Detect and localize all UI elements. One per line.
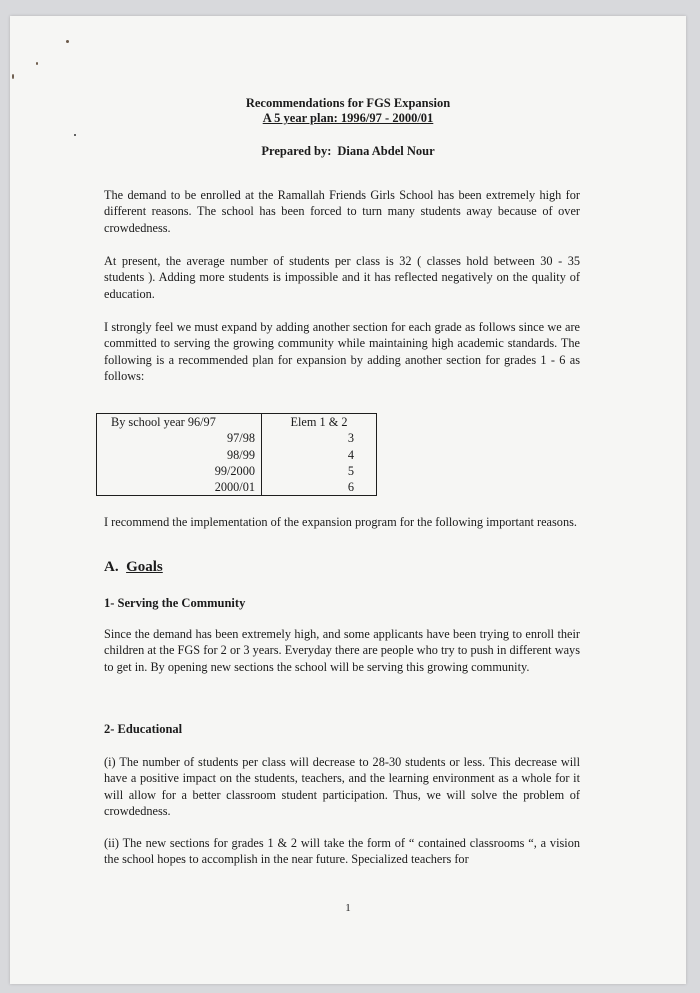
intro-paragraph-expand: I strongly feel we must expand by adding another section for each grade as follows since we are committed to serving the growing community while maintaining high academic standards. The following is a recommended plan for expansion by adding another section for grades 1 - 6 as follows: — [104, 320, 580, 383]
table-cell-grades: 3 — [347, 431, 354, 446]
ink-speck — [36, 62, 38, 65]
prepared-name: Diana Abdel Nour — [337, 144, 435, 158]
section-prefix: A. — [104, 559, 119, 575]
document-title: Recommendations for FGS Expansion — [245, 96, 451, 110]
educational-item-2: (ii) The new sections for grades 1 & 2 will take the form of “ contained classrooms “, a vision the school hopes to accomplish in the near future. Specialized teachers for — [104, 836, 580, 867]
table-cell-year: 98/99 — [97, 447, 262, 463]
table-row — [97, 479, 377, 496]
prepared-by — [10, 144, 686, 159]
section-label: Goals — [126, 559, 163, 575]
table-cell-grades: 5 — [347, 463, 354, 478]
educational-item-1: (i) The number of students per class will decrease to 28-30 students or less. This decrease will have a positive impact on the students, teachers, and the learning environment as a whole for it will allow for a better classroom student participation. Thus, we will solve the problem of crowdedness. — [104, 755, 580, 818]
table-cell-year: By school year 96/97 — [97, 414, 262, 431]
table-cell-grades: 4 — [347, 447, 354, 462]
recommend-paragraph: I recommend the implementation of the expansion program for the following important reasons. — [104, 515, 577, 529]
table-row — [97, 463, 377, 479]
goal-paragraph-community: Since the demand has been extremely high, and some applicants have been trying to enroll their children at the FGS for 2 or 3 years. Everyday there are people who try to push in different ways to get in. By opening new sections the school will be serving this growing community. — [104, 627, 580, 674]
section-heading-goals — [104, 559, 163, 576]
table-row — [97, 447, 377, 463]
intro-paragraph-present: At present, the average number of students per class is 32 ( classes hold between 30 - 35 students ). Adding more students is impossible and it has reflected negatively on the quality of education. — [104, 254, 580, 301]
ink-speck — [74, 134, 76, 136]
ink-speck — [66, 40, 69, 43]
intro-paragraph-demand: The demand to be enrolled at the Ramallah Friends Girls School has been extremely high for different reasons. The school has been forced to turn many students away because of over crowdedness. — [104, 188, 580, 235]
table-cell-year: 99/2000 — [97, 463, 262, 479]
document-subtitle: A 5 year plan: 1996/97 - 2000/01 — [262, 111, 434, 125]
table-cell-grades: 6 — [347, 480, 354, 495]
table-row — [97, 430, 377, 446]
ink-speck — [12, 74, 14, 79]
table-cell-grades: Elem 1 & 2 — [290, 415, 348, 429]
expansion-plan-table — [96, 413, 377, 496]
table-cell-year: 2000/01 — [97, 479, 262, 496]
page-number: 1 — [345, 902, 351, 914]
prepared-label: Prepared by: — [261, 144, 332, 158]
table-cell-year: 97/98 — [97, 430, 262, 446]
table-row — [97, 414, 377, 431]
goal-heading-educational: 2- Educational — [104, 722, 183, 736]
document-page — [10, 16, 686, 984]
goal-heading-community: 1- Serving the Community — [104, 596, 246, 610]
